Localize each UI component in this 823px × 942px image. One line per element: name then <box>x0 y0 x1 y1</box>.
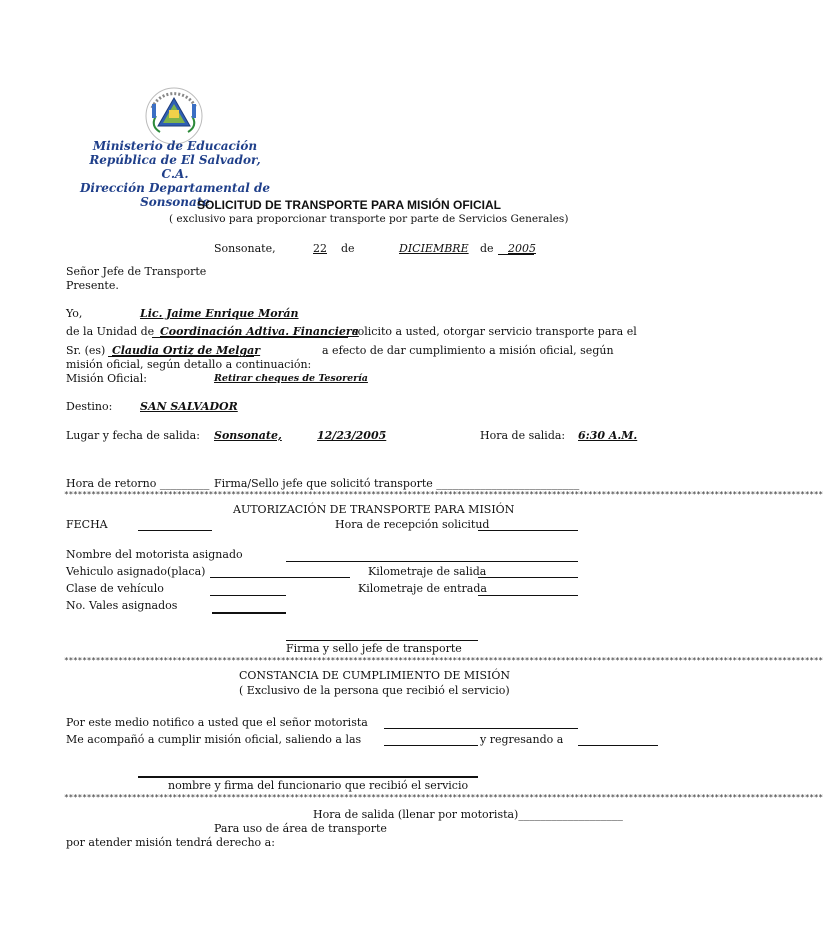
fecha-label: FECHA <box>66 518 108 531</box>
motorista-notifica-line <box>384 728 578 729</box>
separator-1: ************************************************************************************************************************************************************************ <box>64 490 823 499</box>
unidad-line <box>152 337 348 338</box>
fecha-line <box>138 530 212 531</box>
motorista-line <box>286 561 578 562</box>
date-year: 2005 <box>508 242 536 255</box>
form-title: SOLICITUD DE TRANSPORTE PARA MISIÓN OFICIAL <box>197 198 502 212</box>
mision-label: Misión Oficial: <box>66 372 147 385</box>
vehiculo-label: Vehiculo asignado(placa) <box>66 565 206 578</box>
km-salida-line <box>478 577 578 578</box>
firma-transporte-label: Firma y sello jefe de transporte <box>286 642 462 655</box>
km-salida-label: Kilometraje de salida <box>368 565 487 578</box>
fecha-salida-value: 12/23/2005 <box>317 429 387 442</box>
regresando-label: y regresando a <box>480 733 564 746</box>
date-de-1: de <box>341 242 355 255</box>
km-entrada-line <box>478 595 578 596</box>
coat-of-arms-seal <box>138 86 210 146</box>
recepcion-label: Hora de recepción solicitud <box>335 518 490 531</box>
destino-value: SAN SALVADOR <box>140 400 238 413</box>
ministry-line-3: Dirección Departamental de <box>80 181 270 195</box>
unidad-value: Coordinación Adtiva. Financiera <box>160 325 359 338</box>
constancia-line-2: Me acompañó a cumplir misión oficial, saliendo a las <box>66 733 362 746</box>
clase-label: Clase de vehículo <box>66 582 164 595</box>
vehiculo-line <box>210 577 350 578</box>
firma-sello-solicitante: Firma/Sello jefe que solicitó transporte __________________________ <box>214 477 580 490</box>
mision-value: Retirar cheques de Tesorería <box>214 373 368 384</box>
date-de-2: de <box>480 242 494 255</box>
km-entrada-label: Kilometraje de entrada <box>358 582 487 595</box>
addressee-line-2: Presente. <box>66 279 119 292</box>
authorization-title: AUTORIZACIÓN DE TRANSPORTE PARA MISIÓN <box>233 503 515 516</box>
hora-salida-constancia-line <box>384 745 478 746</box>
requester-name: Lic. Jaime Enrique Morán <box>140 307 299 320</box>
clase-line <box>210 595 286 596</box>
sr-label: Sr. (es) <box>66 344 106 357</box>
addressee-line-1: Señor Jefe de Transporte <box>66 265 207 278</box>
detalle-text: misión oficial, según detallo a continuación: <box>66 358 312 371</box>
ministry-line-4: Sonsonate <box>140 195 210 209</box>
vales-line <box>212 612 286 614</box>
date-place: Sonsonate, <box>214 242 276 255</box>
constancia-subtitle: ( Exclusivo de la persona que recibió el servicio) <box>239 684 510 697</box>
sr-line <box>108 356 254 357</box>
sr-value: Claudia Ortiz de Melgar <box>112 344 261 357</box>
unidad-label: de la Unidad de <box>66 325 155 338</box>
separator-3: ************************************************************************************************************************************************************************ <box>64 793 823 802</box>
date-year-line <box>498 254 534 255</box>
constancia-line-1: Por este medio notifico a usted que el señor motorista <box>66 716 368 729</box>
constancia-title: CONSTANCIA DE CUMPLIMIENTO DE MISIÓN <box>239 669 511 682</box>
hora-salida-value: 6:30 A.M. <box>578 429 638 442</box>
sr-tail: a efecto de dar cumplimiento a misión oficial, según <box>322 344 614 357</box>
footer-derecho: por atender misión tendrá derecho a: <box>66 836 275 849</box>
hora-retorno-label: Hora de retorno _________ <box>66 477 210 490</box>
form-subtitle: ( exclusivo para proporcionar transporte por parte de Servicios Generales) <box>169 213 569 225</box>
unidad-tail: solicito a usted, otorgar servicio transporte para el <box>352 325 637 338</box>
motorista-label: Nombre del motorista asignado <box>66 548 243 561</box>
separator-2: ************************************************************************************************************************************************************************ <box>64 656 823 665</box>
vales-label: No. Vales asignados <box>66 599 178 612</box>
lugar-label: Lugar y fecha de salida: <box>66 429 200 442</box>
ministry-line-2: República de El Salvador, C.A. <box>89 153 261 181</box>
hora-salida-label: Hora de salida: <box>480 429 566 442</box>
yo-label: Yo, <box>66 307 83 320</box>
recepcion-line <box>478 530 578 531</box>
firma-transporte-line <box>286 640 478 641</box>
date-month: DICIEMBRE <box>399 242 469 255</box>
footer-hora-salida: Hora de salida (llenar por motorista)___________________ <box>313 808 623 821</box>
lugar-value: Sonsonate, <box>214 429 282 442</box>
firma-funcionario-label: nombre y firma del funcionario que recibió el servicio <box>168 779 469 792</box>
destino-label: Destino: <box>66 400 113 413</box>
date-day: 22 <box>313 242 327 255</box>
ministry-line-1: Ministerio de Educación <box>92 139 258 153</box>
footer-uso-area: Para uso de área de transporte <box>214 822 387 835</box>
firma-funcionario-line <box>138 776 478 778</box>
hora-regreso-line <box>578 745 658 746</box>
